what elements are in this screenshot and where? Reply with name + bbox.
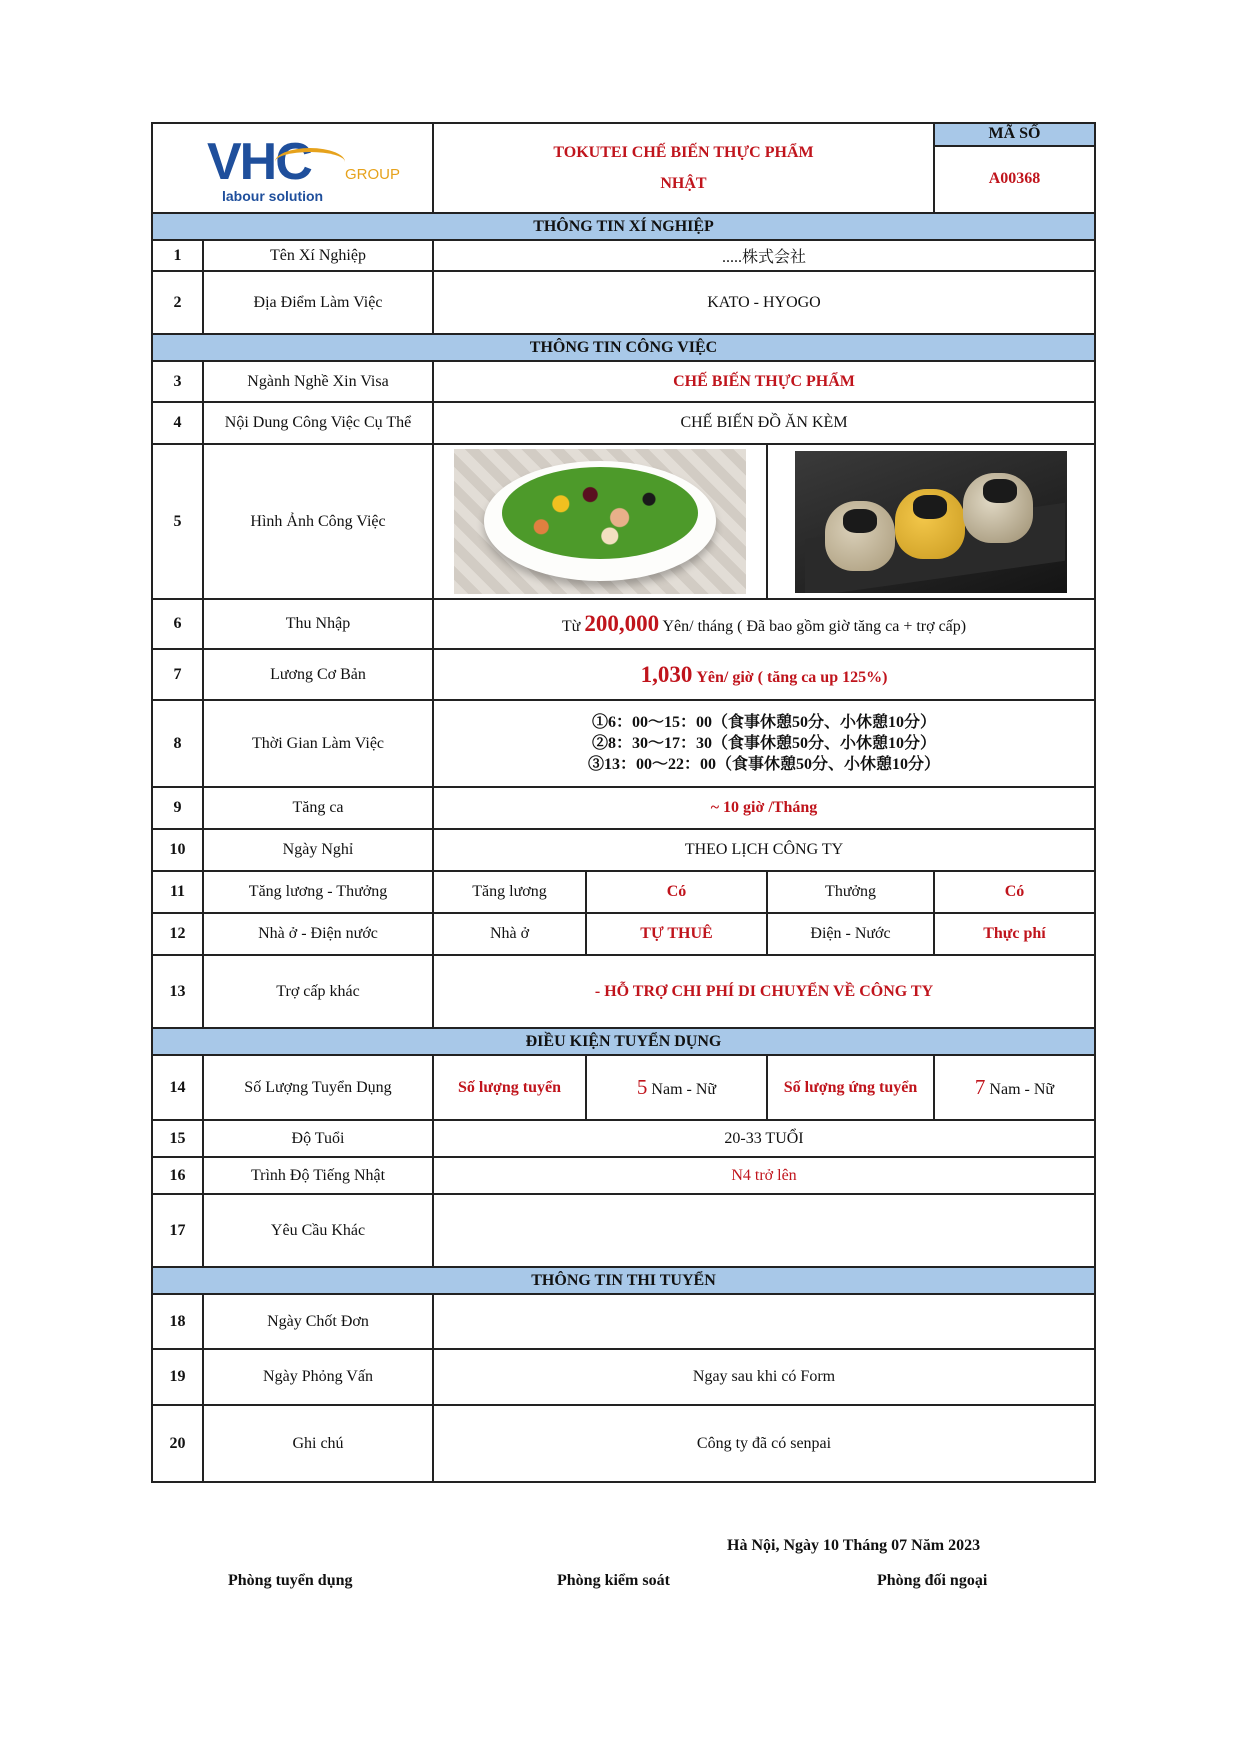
- row-number: 3: [152, 361, 203, 402]
- row-label: Yêu Cầu Khác: [203, 1194, 433, 1267]
- logo-cell: [152, 123, 433, 213]
- row-label: Thời Gian Làm Việc: [203, 700, 433, 787]
- row-label: Số Lượng Tuyển Dụng: [203, 1055, 433, 1120]
- logo-swoosh-icon: [275, 148, 345, 176]
- form-table: [151, 122, 1096, 1483]
- job-image-2-cell: [767, 444, 1095, 599]
- row-label: Nội Dung Công Việc Cụ Thể: [203, 402, 433, 444]
- bonus-label: Thưởng: [767, 871, 934, 913]
- job-image-1-cell: [433, 444, 767, 599]
- section-exam: THÔNG TIN THI TUYỂN: [152, 1267, 1095, 1294]
- visa-industry: CHẾ BIẾN THỰC PHẨM: [433, 361, 1095, 402]
- row-number: 14: [152, 1055, 203, 1120]
- logo-group: GROUP: [345, 166, 401, 183]
- section-recruit: ĐIỀU KIỆN TUYỂN DỤNG: [152, 1028, 1095, 1055]
- other-allowance: - HỖ TRỢ CHI PHÍ DI CHUYỂN VỀ CÔNG TY: [433, 955, 1095, 1028]
- dept-control: Phòng kiểm soát: [557, 1572, 670, 1589]
- row-number: 7: [152, 649, 203, 700]
- page-title: [433, 123, 934, 213]
- dept-recruitment: Phòng tuyển dụng: [228, 1572, 353, 1589]
- onigiri-photo: [795, 451, 1067, 593]
- row-label: Hình Ảnh Công Việc: [203, 444, 433, 599]
- row-number: 20: [152, 1405, 203, 1482]
- row-label: Ngành Nghề Xin Visa: [203, 361, 433, 402]
- row-number: 11: [152, 871, 203, 913]
- shift-3: ③13：00～22：00（食事休憩50分、小休憩10分）: [587, 756, 940, 773]
- other-requirements: [433, 1194, 1095, 1267]
- row-label: Tăng lương - Thưởng: [203, 871, 433, 913]
- code-label: MÃ SỐ: [934, 123, 1095, 146]
- interview-date: Ngay sau khi có Form: [433, 1349, 1095, 1405]
- work-location: KATO - HYOGO: [433, 271, 1095, 334]
- recruit-count-label: Số lượng tuyển: [433, 1055, 586, 1120]
- section-job: THÔNG TIN CÔNG VIỆC: [152, 334, 1095, 361]
- company-logo: [157, 124, 428, 212]
- utilities-value: Thực phí: [934, 913, 1095, 955]
- applicant-gender: Nam - Nữ: [989, 1081, 1055, 1098]
- section-company: THÔNG TIN XÍ NGHIỆP: [152, 213, 1095, 240]
- row-label: Thu Nhập: [203, 599, 433, 649]
- row-label: Ngày Chốt Đơn: [203, 1294, 433, 1349]
- utilities-label: Điện - Nước: [767, 913, 934, 955]
- raise-label: Tăng lương: [433, 871, 586, 913]
- row-number: 5: [152, 444, 203, 599]
- notes: Công ty đã có senpai: [433, 1405, 1095, 1482]
- row-number: 1: [152, 240, 203, 271]
- base-salary-amount: 1,030: [640, 661, 693, 687]
- applicant-count-cell: [934, 1055, 1095, 1120]
- title-line1: TOKUTEI CHẾ BIẾN THỰC PHẨM: [553, 144, 814, 161]
- row-label: Ngày Nghỉ: [203, 829, 433, 871]
- row-number: 12: [152, 913, 203, 955]
- row-label: Ghi chú: [203, 1405, 433, 1482]
- income-cell: [433, 599, 1095, 649]
- working-hours: [433, 700, 1095, 787]
- row-label: Địa Điểm Làm Việc: [203, 271, 433, 334]
- shift-2: ②8：30～17：30（食事休憩50分、小休憩10分）: [591, 735, 936, 752]
- days-off: THEO LỊCH CÔNG TY: [433, 829, 1095, 871]
- logo-tagline: labour solution: [222, 188, 324, 204]
- row-label: Ngày Phỏng Vấn: [203, 1349, 433, 1405]
- signature-date: Hà Nội, Ngày 10 Tháng 07 Năm 2023: [727, 1537, 981, 1554]
- applicant-count-label: Số lượng ứng tuyển: [767, 1055, 934, 1120]
- row-number: 16: [152, 1157, 203, 1194]
- row-number: 10: [152, 829, 203, 871]
- row-number: 17: [152, 1194, 203, 1267]
- row-label: Tên Xí Nghiệp: [203, 240, 433, 271]
- application-deadline: [433, 1294, 1095, 1349]
- recruit-gender: Nam - Nữ: [651, 1081, 717, 1098]
- row-number: 18: [152, 1294, 203, 1349]
- title-line2: NHẬT: [660, 175, 707, 192]
- logo-main: VHC: [207, 133, 311, 191]
- row-label: Tăng ca: [203, 787, 433, 829]
- row-label: Trình Độ Tiếng Nhật: [203, 1157, 433, 1194]
- row-label: Lương Cơ Bản: [203, 649, 433, 700]
- salad-photo: [454, 449, 746, 594]
- row-number: 19: [152, 1349, 203, 1405]
- row-number: 15: [152, 1120, 203, 1157]
- recruit-count-cell: [586, 1055, 767, 1120]
- income-prefix: Từ: [561, 618, 581, 635]
- row-label: Nhà ở - Điện nước: [203, 913, 433, 955]
- bonus-value: Có: [934, 871, 1095, 913]
- row-label: Trợ cấp khác: [203, 955, 433, 1028]
- row-number: 6: [152, 599, 203, 649]
- age-range: 20-33 TUỔI: [433, 1120, 1095, 1157]
- income-amount: 200,000: [584, 611, 660, 636]
- company-name: .....株式会社: [433, 240, 1095, 271]
- job-order-form: [151, 122, 1094, 1483]
- row-label: Độ Tuổi: [203, 1120, 433, 1157]
- housing-value: TỰ THUÊ: [586, 913, 767, 955]
- row-number: 8: [152, 700, 203, 787]
- row-number: 4: [152, 402, 203, 444]
- row-number: 13: [152, 955, 203, 1028]
- base-salary-cell: [433, 649, 1095, 700]
- applicant-count: 7: [974, 1075, 986, 1099]
- raise-value: Có: [586, 871, 767, 913]
- dept-external: Phòng đối ngoại: [877, 1572, 988, 1589]
- japanese-level: N4 trở lên: [433, 1157, 1095, 1194]
- row-number: 2: [152, 271, 203, 334]
- overtime: ~ 10 giờ /Tháng: [433, 787, 1095, 829]
- shift-1: ①6：00～15：00（食事休憩50分、小休憩10分）: [591, 714, 936, 731]
- housing-label: Nhà ở: [433, 913, 586, 955]
- code-value: A00368: [934, 146, 1095, 214]
- base-salary-suffix: Yên/ giờ ( tăng ca up 125%): [696, 668, 888, 686]
- row-number: 9: [152, 787, 203, 829]
- income-suffix: Yên/ tháng ( Đã bao gồm giờ tăng ca + trợ cấp): [662, 618, 967, 635]
- recruit-count: 5: [636, 1075, 648, 1099]
- job-description: CHẾ BIẾN ĐỒ ĂN KÈM: [433, 402, 1095, 444]
